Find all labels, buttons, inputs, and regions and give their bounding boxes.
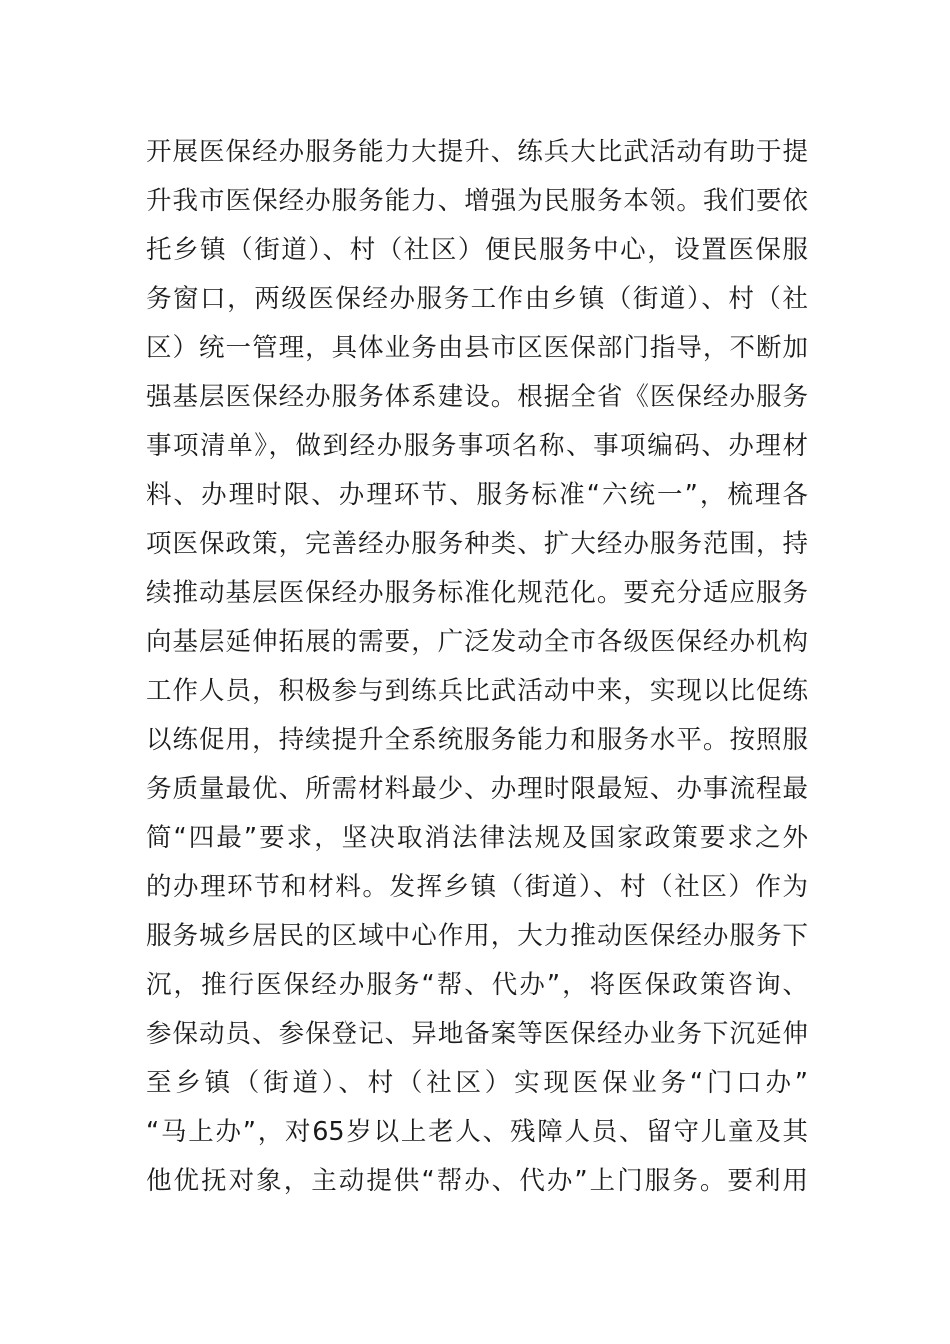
paragraph-line: 简“四最”要求，坚决取消法律法规及国家政策要求之外 bbox=[146, 823, 808, 853]
paragraph-line: 向基层延伸拓展的需要，广泛发动全市各级医保经办机构 bbox=[146, 627, 808, 657]
paragraph-line: 参保动员、参保登记、异地备案等医保经办业务下沉延伸 bbox=[146, 1019, 808, 1049]
body-paragraph bbox=[146, 128, 808, 1206]
paragraph-line: 区）统一管理，具体业务由县市区医保部门指导，不断加 bbox=[146, 333, 808, 363]
paragraph-line: 至乡镇（街道）、村（社区）实现医保业务“门口办” bbox=[146, 1068, 808, 1098]
paragraph-line: “马上办”，对65岁以上老人、残障人员、留守儿童及其 bbox=[146, 1117, 808, 1147]
paragraph-line: 托乡镇（街道）、村（社区）便民服务中心，设置医保服 bbox=[146, 235, 808, 265]
paragraph-line: 沉，推行医保经办服务“帮、代办”，将医保政策咨询、 bbox=[146, 970, 808, 1000]
paragraph-line: 的办理环节和材料。发挥乡镇（街道）、村（社区）作为 bbox=[146, 872, 808, 902]
paragraph-line: 务质量最优、所需材料最少、办理时限最短、办事流程最 bbox=[146, 774, 808, 804]
paragraph-line: 工作人员，积极参与到练兵比武活动中来，实现以比促练 bbox=[146, 676, 808, 706]
paragraph-line: 续推动基层医保经办服务标准化规范化。要充分适应服务 bbox=[146, 578, 808, 608]
paragraph-line: 务窗口，两级医保经办服务工作由乡镇（街道）、村（社 bbox=[146, 284, 808, 314]
paragraph-line: 升我市医保经办服务能力、增强为民服务本领。我们要依 bbox=[146, 186, 808, 216]
paragraph-line: 他优抚对象，主动提供“帮办、代办”上门服务。要利用 bbox=[146, 1166, 808, 1196]
paragraph-line: 强基层医保经办服务体系建设。根据全省《医保经办服务 bbox=[146, 382, 808, 412]
paragraph-line: 服务城乡居民的区域中心作用，大力推动医保经办服务下 bbox=[146, 921, 808, 951]
paragraph-line: 料、办理时限、办理环节、服务标准“六统一”，梳理各 bbox=[146, 480, 808, 510]
paragraph-line: 项医保政策，完善经办服务种类、扩大经办服务范围，持 bbox=[146, 529, 808, 559]
paragraph-line: 以练促用，持续提升全系统服务能力和服务水平。按照服 bbox=[146, 725, 808, 755]
paragraph-line: 开展医保经办服务能力大提升、练兵大比武活动有助于提 bbox=[146, 137, 808, 167]
paragraph-line: 事项清单》，做到经办服务事项名称、事项编码、办理材 bbox=[146, 431, 808, 461]
